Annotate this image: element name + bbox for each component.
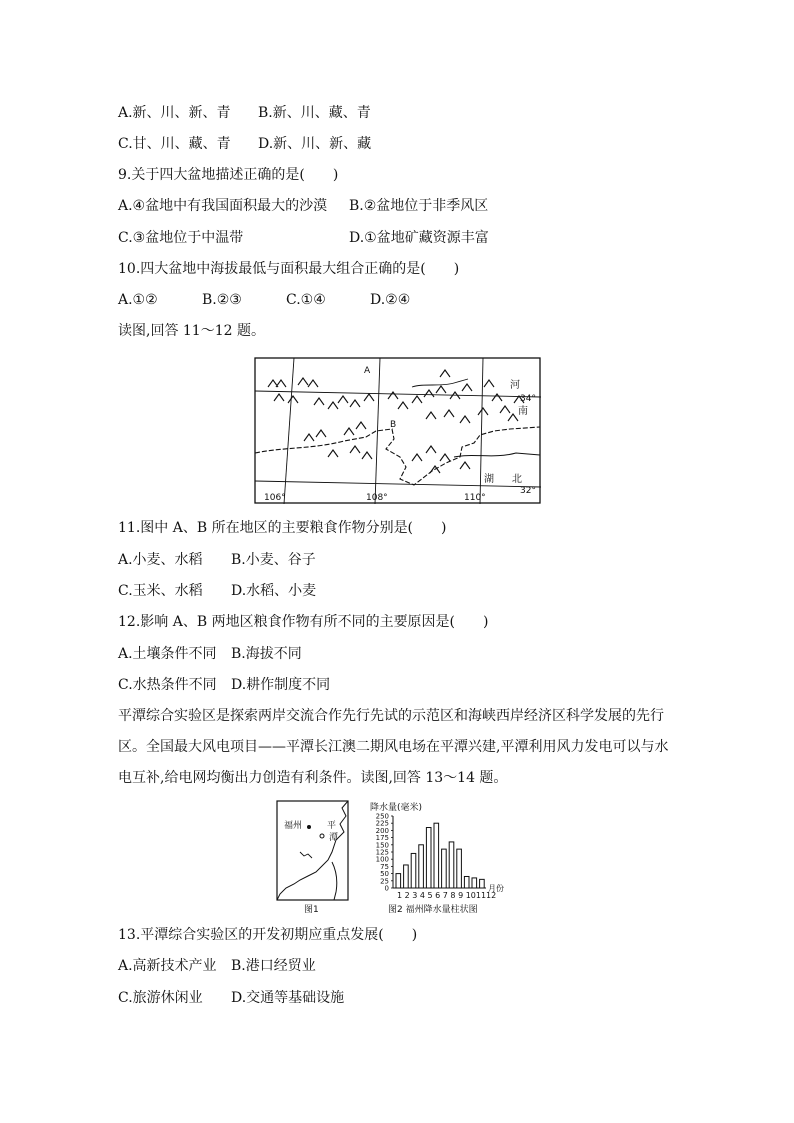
- q10-stem: 10.四大盆地中海拔最低与面积最大组合正确的是( ): [118, 261, 460, 277]
- q8-option-a: A.新、川、新、青: [118, 105, 231, 121]
- q9-option-row-1: [118, 196, 489, 216]
- x-axis-label: 月份: [488, 884, 504, 893]
- q10-option-a: A.①②: [118, 292, 158, 308]
- q11-option-c: C.玉米、水稻: [118, 583, 203, 599]
- y-tick-label: 0: [384, 884, 389, 893]
- precip-bar-1: [396, 874, 401, 888]
- passage-line-3: 电互补,给电网均衡出力创造有利条件。读图,回答 13～14 题。: [118, 770, 508, 786]
- map-label-b: B: [390, 420, 397, 430]
- province-label-hu: 湖: [484, 474, 494, 485]
- y-tick-label: 175: [375, 834, 389, 843]
- q13-option-c: C.旅游休闲业: [118, 990, 203, 1006]
- chart-caption: 图2 福州降水量柱状图: [388, 905, 478, 915]
- lon-label-110: 110°: [464, 493, 486, 503]
- intro-11-12: 读图,回答 11～12 题。: [118, 323, 265, 339]
- y-tick-label: 25: [380, 877, 389, 886]
- q10-option-row: [118, 290, 411, 310]
- fig1-location-map: [276, 800, 354, 916]
- chart-title: 降水量(毫米): [370, 803, 423, 813]
- map-qinling: [254, 357, 541, 504]
- q12-option-b: B.海拔不同: [231, 646, 302, 662]
- q10-option-b: B.②③: [202, 292, 242, 308]
- precip-chart-svg: [358, 800, 528, 916]
- y-tick-label: 250: [375, 812, 389, 821]
- q13-option-row-1: [118, 956, 316, 976]
- province-label-bei: 北: [512, 474, 522, 485]
- y-tick-label: 125: [375, 848, 389, 857]
- lat-label-32: 32°: [520, 486, 536, 496]
- fig1-frame: [277, 801, 348, 900]
- q11-stem: 11.图中 A、B 所在地区的主要粮食作物分别是( ): [118, 520, 447, 536]
- passage-line-2: 区。全国最大风电项目——平潭长江澳二期风电场在平潭兴建,平潭利用风力发电可以与水: [118, 739, 669, 755]
- province-label-nan: 南: [518, 406, 528, 417]
- precip-bar-11: [472, 878, 477, 888]
- q8-option-b: B.新、川、藏、青: [258, 105, 371, 121]
- q12-option-d: D.耕作制度不同: [231, 677, 331, 693]
- y-tick-label: 75: [380, 862, 389, 871]
- q12-option-row-1: [118, 644, 302, 664]
- y-tick-label: 200: [375, 826, 389, 835]
- lon-label-108: 108°: [366, 493, 388, 503]
- q8-option-d: D.新、川、新、藏: [258, 136, 372, 152]
- q9-option-row-2: [118, 228, 489, 248]
- q12-option-row-2: [118, 675, 331, 695]
- fig1-svg: [276, 800, 354, 916]
- y-tick-label: 225: [375, 819, 389, 828]
- q13-option-d: D.交通等基础设施: [231, 990, 345, 1006]
- lat-label-34: 34°: [520, 394, 536, 404]
- q13-option-a: A.高新技术产业: [118, 958, 217, 974]
- q13-stem: 13.平潭综合实验区的开发初期应重点发展( ): [118, 927, 418, 943]
- q8-option-row-2: [118, 134, 372, 154]
- q8-option-c: C.甘、川、藏、青: [118, 136, 231, 152]
- precip-bar-6: [434, 823, 439, 888]
- q12-option-a: A.土壤条件不同: [118, 646, 217, 662]
- q11-option-b: B.小麦、谷子: [231, 552, 316, 568]
- y-tick-label: 100: [375, 855, 389, 864]
- fuzhou-dot: [307, 825, 311, 829]
- fig1-island-label-1: 平: [327, 821, 337, 831]
- map-qinling-figure: [254, 357, 541, 504]
- precip-bar-10: [464, 876, 469, 888]
- q11-option-a: A.小麦、水稻: [118, 552, 203, 568]
- q10-option-d: D.②④: [370, 292, 411, 308]
- y-tick-label: 150: [375, 841, 389, 850]
- q11-option-row-2: [118, 581, 317, 601]
- precip-bar-12: [480, 879, 485, 888]
- fig1-city-label: 福州: [284, 821, 303, 831]
- q12-stem: 12.影响 A、B 两地区粮食作物有所不同的主要原因是( ): [118, 614, 489, 630]
- passage-line-1: 平潭综合实验区是探索两岸交流合作先行先试的示范区和海峡西岸经济区科学发展的先行: [118, 708, 664, 724]
- precip-bar-5: [426, 828, 431, 888]
- q9-option-b: B.②盆地位于非季风区: [349, 198, 489, 214]
- province-label-he: 河: [510, 380, 520, 391]
- q9-option-d: D.①盆地矿藏资源丰富: [349, 230, 489, 246]
- q9-stem: 9.关于四大盆地描述正确的是( ): [118, 167, 339, 183]
- q11-option-row-1: [118, 550, 316, 570]
- precip-bar-8: [449, 842, 454, 888]
- q9-option-a: A.④盆地中有我国面积最大的沙漠: [118, 198, 328, 214]
- fig1-island-label-2: 潭: [329, 833, 339, 843]
- q11-option-d: D.水稻、小麦: [231, 583, 317, 599]
- q13-option-b: B.港口经贸业: [231, 958, 316, 974]
- precip-bar-3: [411, 853, 416, 888]
- q12-option-c: C.水热条件不同: [118, 677, 217, 693]
- map-label-a: A: [364, 366, 371, 376]
- x-tick-labels: 1 2 3 4 5 6 7 8 9 101112: [397, 891, 497, 900]
- precip-bar-2: [404, 865, 409, 888]
- q10-option-c: C.①④: [286, 292, 326, 308]
- precip-bar-4: [419, 845, 424, 888]
- fig2-precip-chart: [358, 800, 528, 916]
- y-tick-label: 50: [380, 870, 389, 879]
- precip-bar-7: [442, 849, 447, 888]
- fig1-caption: 图1: [304, 905, 319, 915]
- lon-label-106: 106°: [264, 493, 286, 503]
- q9-option-c: C.③盆地位于中温带: [118, 230, 244, 246]
- q8-option-row-1: [118, 103, 371, 123]
- q13-option-row-2: [118, 988, 345, 1008]
- precip-bar-9: [457, 849, 462, 888]
